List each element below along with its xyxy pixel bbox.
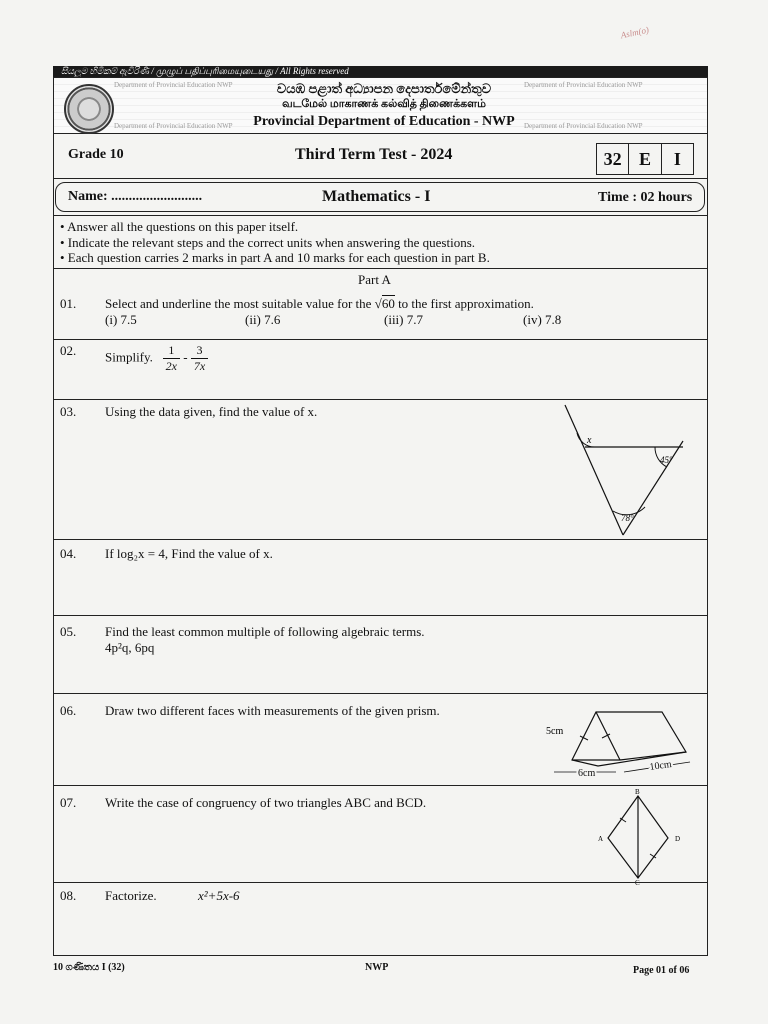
english-title: Provincial Department of Education - NWP [253,114,515,129]
rhombus-diagram [590,786,690,886]
divider [53,268,708,269]
ink-stamp: Aslm(o) [619,24,650,41]
divider [53,615,708,616]
option-ii[interactable]: (ii) 7.6 [245,312,281,327]
question-number: 06. [60,703,77,718]
part-label: Part A [358,272,391,287]
question-text: Find the least common multiple of following algebraic terms. [105,624,425,639]
option-i[interactable]: (i) 7.5 [105,312,137,327]
fraction [191,343,208,374]
watermark-text: Department of Provincial Education NWP [114,81,233,89]
divider [53,215,708,216]
subject-title: Mathematics - I [322,188,431,205]
question-text: Using the data given, find the value of x. [105,404,318,419]
question-number: 07. [60,795,77,810]
angle-45-label: 45° [660,455,673,465]
angle-78-label: 78° [621,513,634,523]
angle-x-label: x [587,435,592,446]
square-root: √60 [374,296,395,311]
paper-code-box [596,143,694,175]
instruction-item: • Each question carries 2 marks in part A and 10 marks for each question in part B. [60,250,490,265]
prism-diagram [540,700,700,785]
question-1-text-end: to the first approximation. [398,296,534,311]
rights-bar: සියලුම හිමිකම් ඇවිරිණි / முழுப் பதிப்புரிமையுடையது / All Rights reserved [53,66,708,77]
divider [53,693,708,694]
question-text [105,296,534,312]
divider [53,399,708,400]
algebraic-terms: 4p²q, 6pq [105,640,155,655]
paper-code-cell: I [673,149,681,169]
minus-sign: - [183,349,188,365]
page-number: Page 01 of 06 [633,965,690,976]
question-text: Write the case of congruency of two triangles ABC and BCD. [105,795,427,810]
question-number: 03. [60,404,77,419]
tamil-title: வடமேல் மாகாணக் கல்வித் திணைக்களம் [282,98,486,110]
divider [53,339,708,340]
department-emblem [64,84,114,134]
question-text: Factorize. [105,888,157,903]
radicand: 60 [381,296,395,311]
grade-label: Grade 10 [68,147,124,162]
height-label: 5cm [546,726,564,737]
denominator: 2x [165,359,177,373]
divider [53,882,708,883]
watermark-text: Department of Provincial Education NWP [114,122,233,130]
question-number: 02. [60,343,77,358]
vertex-a-label: A [598,835,604,843]
header-banner [53,77,708,134]
footer-subject-code: 10 ගණිතය I (32) [53,962,125,973]
triangle-diagram [555,403,705,538]
footer-center: NWP [365,962,389,973]
divider [53,178,708,179]
numerator: 1 [163,343,180,359]
time-label: Time : 02 hours [598,190,693,205]
length-label: 10cm [648,758,673,773]
test-title: Third Term Test - 2024 [295,146,453,163]
question-number: 05. [60,624,77,639]
name-field[interactable]: Name: .......................... [68,189,203,204]
fraction [163,343,180,374]
question-2-text: Simplify. [105,349,153,365]
question-number: 01. [60,296,77,311]
question-text: Draw two different faces with measurements of the given prism. [105,703,440,718]
instruction-item: • Answer all the questions on this paper itself. [60,219,299,234]
denominator: 7x [193,359,206,373]
question-text: If log₂x = 4, Find the value of x. [105,546,273,561]
vertex-d-label: D [675,835,681,843]
option-iii[interactable]: (iii) 7.7 [384,312,423,327]
option-iv[interactable]: (iv) 7.8 [523,312,562,327]
watermark-text: Department of Provincial Education NWP [524,81,643,89]
width-label: 6cm [578,768,596,779]
watermark-text: Department of Provincial Education NWP [524,122,643,130]
question-text [105,343,208,374]
divider [53,539,708,540]
paper-code-cell: E [629,144,661,174]
vertex-b-label: B [635,788,640,796]
question-number: 04. [60,546,77,561]
instruction-item: • Indicate the relevant steps and the correct units when answering the questions. [60,235,476,250]
expression: x²+5x-6 [198,888,240,903]
vertex-c-label: C [635,879,640,886]
paper-code-cell: 32 [597,144,629,174]
question-number: 08. [60,888,77,903]
sinhala-title: වයඹ පළාත් අධ්‍යාපන දෙපාර්තමේන්තුව [276,81,492,96]
question-1-text: Select and underline the most suitable value for the [105,296,372,311]
numerator: 3 [191,343,208,359]
